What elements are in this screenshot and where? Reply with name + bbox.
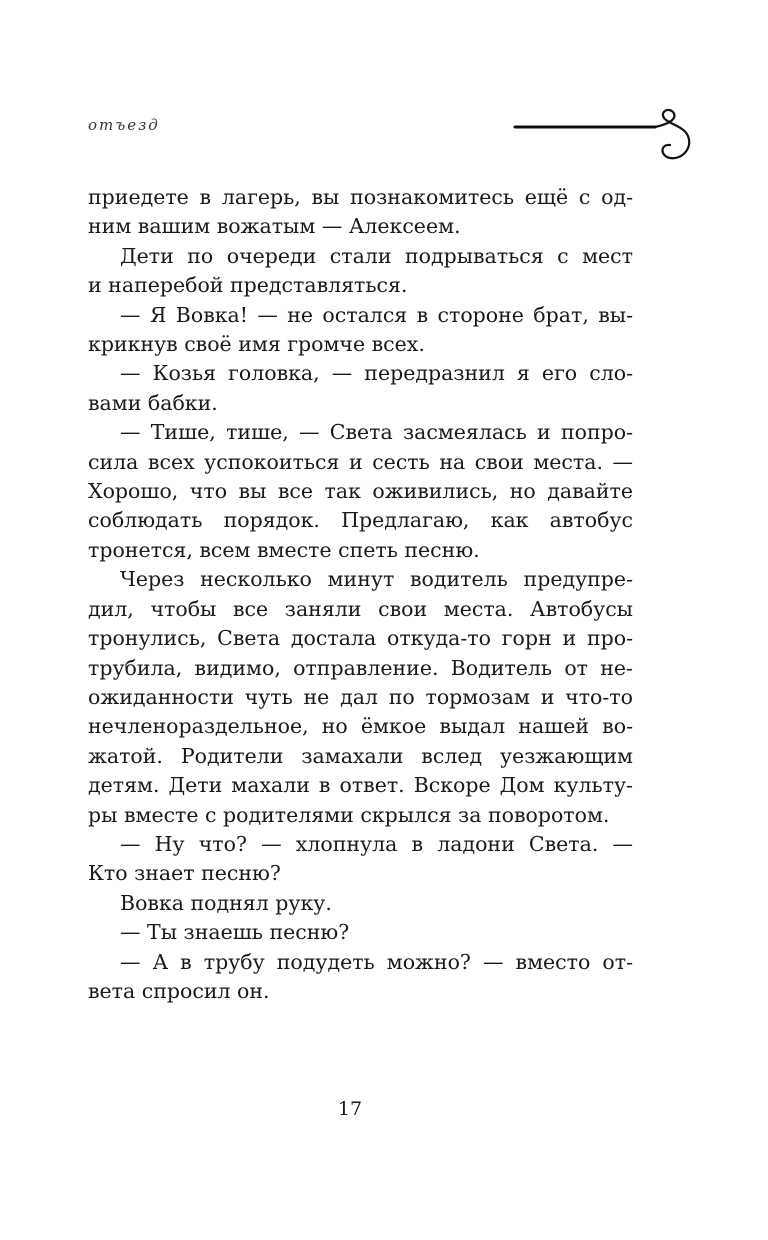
paragraph [88,301,633,360]
text-line: — А в трубу подудеть можно? — вместо от- [120,949,633,974]
text-line: Дети по очереди стали подрываться с мест [120,243,633,268]
text-line: вами бабки. [88,390,218,415]
text-line: соблюдать порядок. Предлагаю, как автобус [88,508,633,533]
text-line: Через несколько минут водитель предупре- [120,567,633,592]
running-head-chapter-title: отъезд [88,116,160,134]
text-line: — Тише, тише, — Света засмеялась и попро- [120,420,633,445]
text-line: детям. Дети махали в ответ. Вскоре Дом культу- [88,773,633,798]
text-line: ожиданности чуть не дал по тормозам и что-то [88,684,633,709]
text-line: вета спросил он. [88,978,270,1003]
text-line: трубила, видимо, отправление. Водитель от не- [88,655,633,680]
swirl-line-ornament-icon [510,100,700,170]
body-text [88,183,633,1006]
paragraph [88,242,633,301]
text-line: тронулись, Света достала откуда-то горн и про- [88,626,633,651]
paragraph [88,183,633,242]
paragraph [88,418,633,565]
text-line: и наперебой представляться. [88,273,408,298]
text-line: тронется, всем вместе спеть песню. [88,537,480,562]
paragraph [88,565,633,830]
text-line: Хорошо, что вы все так оживились, но давайте [88,479,633,504]
text-line: дил, чтобы все заняли свои места. Автобусы [88,596,633,621]
text-line: крикнув своё имя громче всех. [88,332,425,357]
text-line: ры вместе с родителями скрылся за поворотом. [88,802,610,827]
text-line: сила всех успокоиться и сесть на свои места. — [88,449,633,474]
paragraph [88,359,633,418]
page-number: 17 [337,1098,363,1120]
text-line: нечленораздельное, но ёмкое выдал нашей во- [88,714,633,739]
text-line: ним вашим вожатым — Алексеем. [88,214,461,239]
text-line: — Козья головка, — передразнил я его сло- [120,361,633,386]
paragraph [88,948,633,1007]
text-line: приедете в лагерь, вы познакомитесь ещё с од- [88,185,633,209]
text-line: — Я Вовка! — не остался в стороне брат, вы- [120,302,633,327]
text-line: — Ну что? — хлопнула в ладони Света. — [120,831,633,856]
text-line: Кто знает песню? [88,861,281,886]
text-line: жатой. Родители замахали вслед уезжающим [88,743,633,768]
paragraph [88,918,633,947]
text-line: Вовка поднял руку. [120,890,332,915]
text-line: — Ты знаешь песню? [120,920,350,945]
paragraph [88,889,633,918]
paragraph [88,830,633,889]
